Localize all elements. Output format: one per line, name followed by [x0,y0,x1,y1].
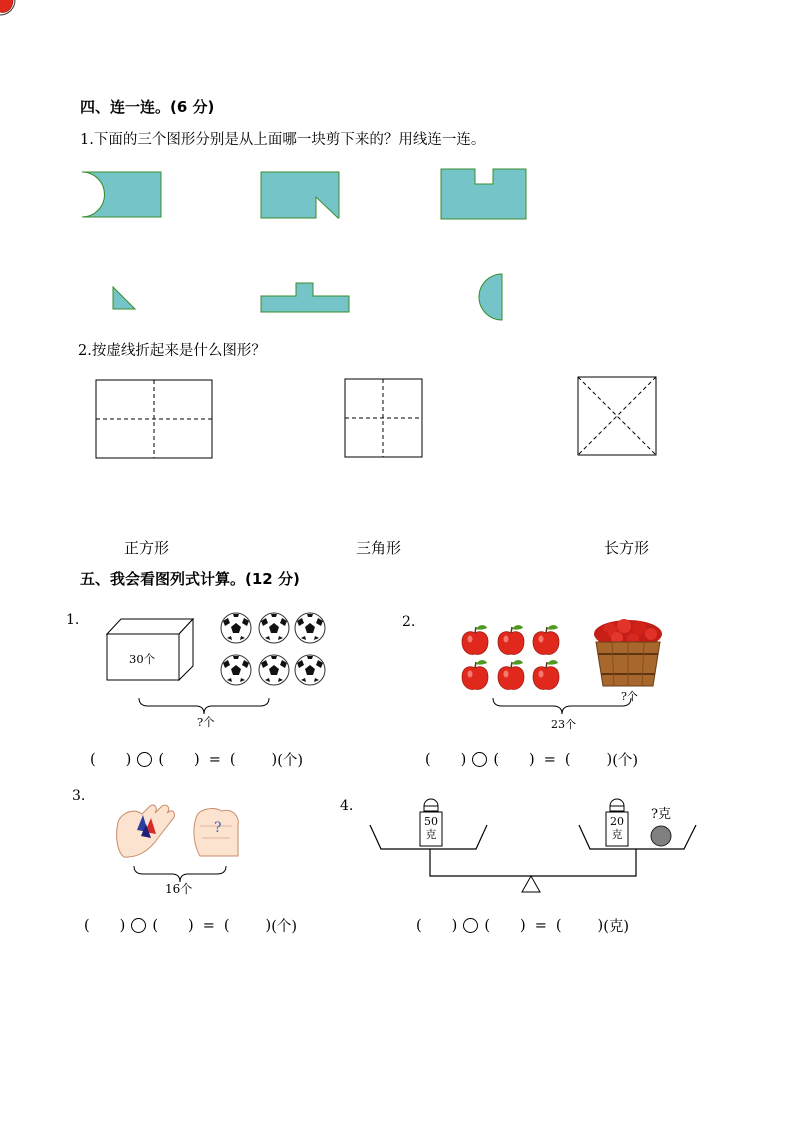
answer-label-rectangle: 长方形 [604,539,650,557]
balance-beam [430,849,636,876]
ball-label: ?克 [651,807,671,822]
equation-3[interactable]: ( ) ( ) = ( ) (个) [84,917,298,935]
fulcrum-icon [522,876,540,892]
section-4-heading: 四、连一连。(6 分) [80,98,215,116]
basket-label: ?个 [621,690,638,703]
brace-2-label: 23个 [551,718,576,731]
equation-2[interactable]: ( ) ( ) = ( ) (个) [425,751,639,769]
problem-3-number: 3. [72,788,86,804]
ball-icon [651,826,671,846]
question-2-text: 2.按虚线折起来是什么图形？ [78,343,266,359]
box-label: 30个 [129,652,156,666]
weight-50-label: 50 克 [424,815,438,841]
question-1-text: 1.下面的三个图形分别是从上面哪一块剪下来的？用线连一连。 [80,132,486,148]
problem-1-number: 1. [66,612,80,628]
problem-2-number: 2. [402,614,416,630]
answer-label-triangle: 三角形 [356,539,402,557]
section-5-heading: 五、我会看图列式计算。(12 分) [80,570,300,588]
answer-label-square: 正方形 [124,539,170,557]
brace-3-label: 16个 [165,882,193,896]
weight-20-label: 20 克 [610,815,624,841]
operator-circle[interactable] [131,918,146,933]
brace-1-label: ?个 [197,715,215,729]
hidden-count-label: ? [214,820,222,836]
equation-4[interactable]: ( ) ( ) = ( ) (克) [416,917,630,935]
equation-1[interactable]: ( ) ( ) = ( ) (个) [90,751,304,769]
operator-circle[interactable] [463,918,478,933]
right-pan [579,825,696,849]
problem-4-number: 4. [340,798,354,814]
